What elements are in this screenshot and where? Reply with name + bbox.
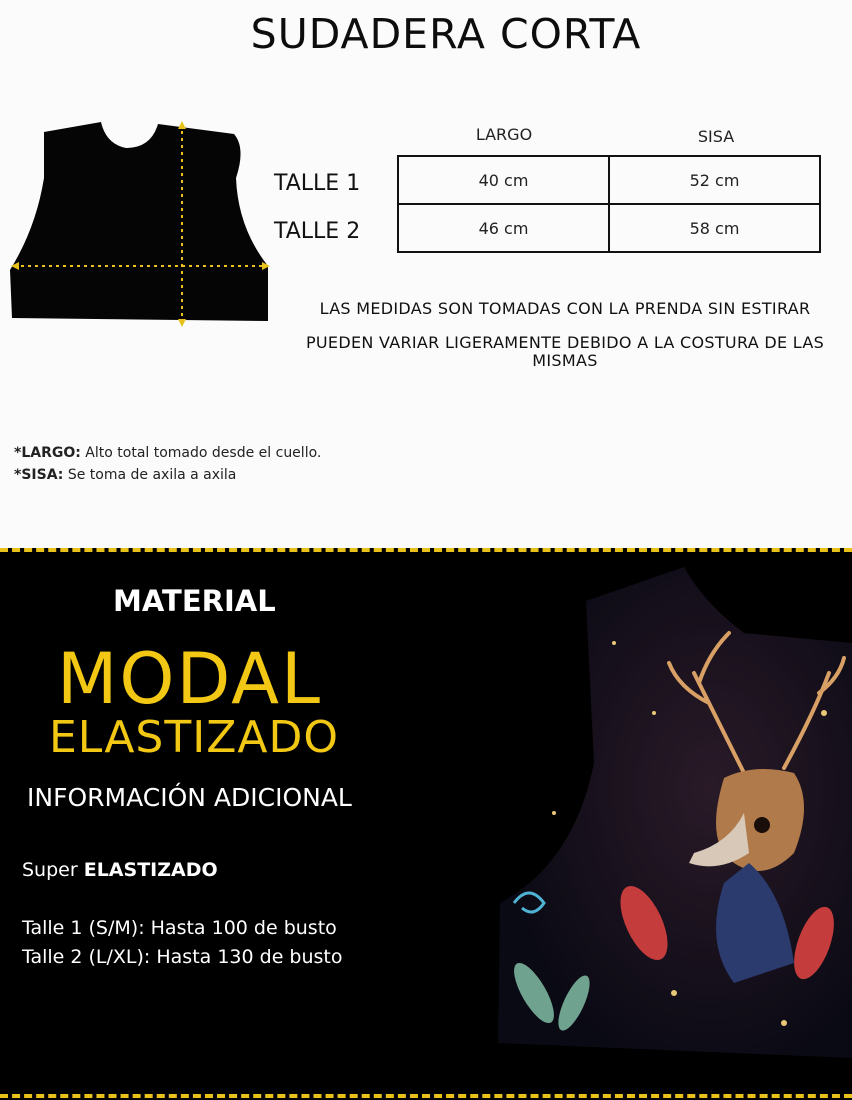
- material-subname: ELASTIZADO: [49, 712, 339, 763]
- size-table: [397, 155, 821, 253]
- talle2-busto-line: Talle 2 (L/XL): Hasta 130 de busto: [22, 946, 343, 968]
- note-variation-line1: PUEDEN VARIAR LIGERAMENTE DEBIDO A LA COSTURA DE LAS: [305, 333, 825, 352]
- super-elastizado-line: [22, 859, 218, 881]
- footnote-sisa-term: *SISA:: [14, 467, 64, 483]
- material-name: MODAL: [57, 638, 323, 720]
- table-row: [398, 204, 820, 252]
- footnote-largo-text: Alto total tomado desde el cuello.: [80, 445, 322, 461]
- header-largo: LARGO: [475, 125, 533, 144]
- garment-diagram-icon: [6, 118, 274, 330]
- page-title: SUDADERA CORTA: [250, 10, 642, 58]
- talle1-busto-line: Talle 1 (S/M): Hasta 100 de busto: [22, 917, 337, 939]
- super-bold: ELASTIZADO: [83, 859, 218, 881]
- bottom-dashed-border: [0, 1094, 852, 1098]
- table-row: [398, 156, 820, 204]
- row-label-talle-1: TALLE 1: [274, 171, 361, 196]
- top-dashed-border: [0, 548, 852, 552]
- note-variation-line2: MISMAS: [532, 351, 598, 370]
- footnote-largo-term: *LARGO:: [14, 445, 81, 461]
- footnote-sisa-text: Se toma de axila a axila: [63, 467, 237, 483]
- row-label-talle-2: TALLE 2: [274, 219, 361, 244]
- super-prefix: Super: [22, 859, 84, 881]
- footnote-largo: [14, 445, 321, 461]
- printed-garment-image: [494, 563, 852, 1058]
- header-sisa: SISA: [697, 127, 735, 146]
- footnote-sisa: [14, 467, 236, 483]
- material-heading: MATERIAL: [113, 584, 276, 618]
- cell-talle2-sisa: 58 cm: [609, 204, 820, 252]
- cell-talle1-largo: 40 cm: [398, 156, 609, 204]
- note-no-stretch: LAS MEDIDAS SON TOMADAS CON LA PRENDA SIN ESTIRAR: [319, 299, 811, 318]
- cell-talle1-sisa: 52 cm: [609, 156, 820, 204]
- cell-talle2-largo: 46 cm: [398, 204, 609, 252]
- info-heading: INFORMACIÓN ADICIONAL: [27, 783, 352, 812]
